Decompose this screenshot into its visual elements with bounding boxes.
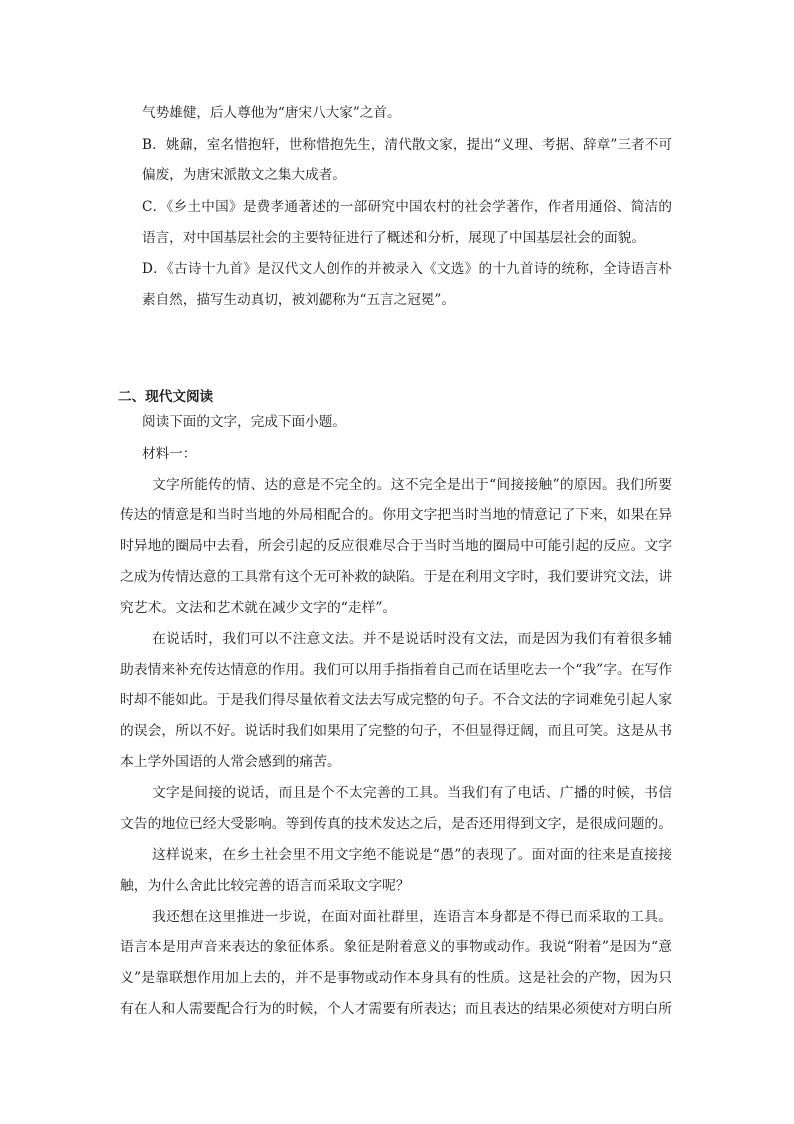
option-a-continuation: 气势雄健，后人尊他为“唐宋八大家”之首。 — [142, 105, 401, 121]
option-b-line-1: B．姚鼐，室名惜抱轩，世称惜抱先生，清代散文家，提出“义理、考据、辞章”三者不可 — [142, 137, 672, 153]
passage-p5-line-4: 有在人和人需要配合行为的时候，个人才需要有所表达；而且表达的结果必须使对方明白所 — [120, 1001, 672, 1017]
passage-p1-line-4: 之成为传情达意的工具常有这个无可补救的缺陷。于是在利用文字时，我们要讲究文法，讲 — [120, 569, 672, 585]
passage-p5-line-1: 我还想在这里推进一步说，在面对面社群里，连语言本身都是不得已而采取的工具。 — [152, 909, 672, 925]
passage-p3-line-1: 文字是间接的说话，而且是个不太完善的工具。当我们有了电话、广播的时候，书信 — [152, 785, 672, 801]
passage-p4-line-1: 这样说来，在乡土社会里不用文字绝不能说是“愚”的表现了。面对面的往来是直接接 — [152, 847, 672, 863]
passage-p2-line-5: 本上学外国语的人常会感到的痛苦。 — [120, 754, 341, 770]
option-d-line-1: D．《古诗十九首》是汉代文人创作的并被录入《文选》的十九首诗的统称，全诗语言朴 — [142, 261, 672, 277]
option-d-line-2: 素自然，描写生动真切，被刘勰称为“五言之冠冕”。 — [142, 292, 455, 308]
passage-p5-line-2: 语言本是用声音来表达的象征体系。象征是附着意义的事物或动作。我说“附着”是因为“意 — [120, 939, 672, 955]
passage-p1-line-3: 时异地的圈局中去看，所会引起的反应很难尽合于当时当地的圈局中可能引起的反应。文字 — [120, 538, 672, 554]
passage-p1-line-5: 究艺术。文法和艺术就在减少文字的“走样”。 — [120, 600, 397, 616]
passage-p2-line-1: 在说话时，我们可以不注意文法。并不是说话时没有文法，而是因为我们有着很多辅 — [152, 631, 672, 647]
option-c-line-2: 语言，对中国基层社会的主要特征进行了概述和分析，展现了中国基层社会的面貌。 — [142, 230, 645, 246]
section-instruction: 阅读下面的文字，完成下面小题。 — [142, 414, 346, 430]
option-b-line-2: 偏废，为唐宋派散文之集大成者。 — [142, 167, 346, 183]
passage-p5-line-3: 义”是靠联想作用加上去的，并不是事物或动作本身具有的性质。这是社会的产物，因为只 — [120, 970, 672, 986]
passage-p3-line-2: 文告的地位已经大受影响。等到传真的技术发达之后，是否还用得到文字，是很成问题的。 — [120, 816, 672, 832]
passage-p2-line-4: 的误会，所以不好。说话时我们如果用了完整的句子，不但显得迂阔，而且可笑。这是从书 — [120, 723, 672, 739]
passage-p1-line-2: 传达的情意是和当时当地的外局相配合的。你用文字把当时当地的情意记了下来，如果在异 — [120, 507, 672, 523]
passage-p2-line-3: 时却不能如此。于是我们得尽量依着文法去写成完整的句子。不合文法的字词难免引起人家 — [120, 692, 672, 708]
section-heading: 二、现代文阅读 — [118, 389, 214, 405]
option-c-line-1: C．《乡土中国》是费孝通著述的一部研究中国农村的社会学著作，作者用通俗、简洁的 — [142, 199, 672, 215]
material-label: 材料一： — [142, 446, 197, 462]
passage-p4-line-2: 触，为什么舍此比较完善的语言而采取文字呢？ — [120, 878, 410, 894]
passage-p2-line-2: 助表情来补充传达情意的作用。我们可以用手指指着自己而在话里吃去一个“我”字。在写作 — [120, 662, 673, 678]
passage-p1-line-1: 文字所能传的情、达的意是不完全的。这不完全是出于“间接接触”的原因。我们所要 — [152, 477, 672, 493]
